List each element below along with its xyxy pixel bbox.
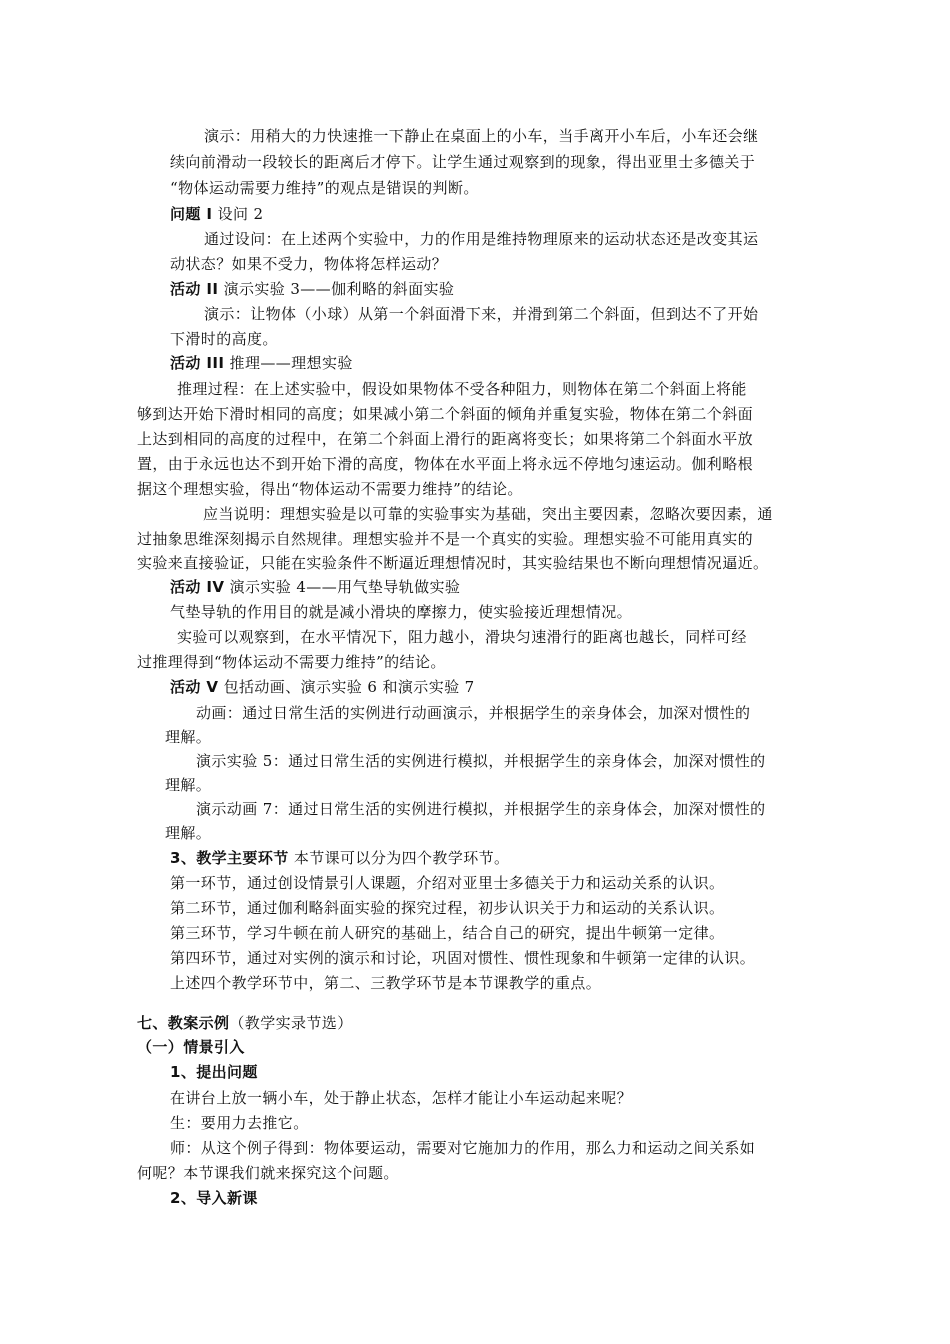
item1-heading: 1、提出问题 <box>170 1063 258 1081</box>
question1-label: 问题 I <box>170 205 213 223</box>
question1-line-2: 动状态？如果不受力，物体将怎样运动？ <box>170 255 448 273</box>
section3-line-3: 第三环节，学习牛顿在前人研究的基础上，结合自己的研究，提出牛顿第一定律。 <box>170 924 725 942</box>
item1-line-3: 师：从这个例子得到：物体要运动，需要对它施加力的作用，那么力和运动之间关系如 <box>170 1139 756 1157</box>
activity2-line-2: 下滑时的高度。 <box>170 330 278 348</box>
section3-line-2: 第二环节，通过伽利略斜面实验的探究过程，初步认识关于力和运动的关系认识。 <box>170 899 725 917</box>
demo1-line-1: 演示：用稍大的力快速推一下静止在桌面上的小车，当手离开小车后，小车还会继 <box>204 127 759 145</box>
section7-label: 七、教案示例 <box>137 1014 230 1032</box>
activity5-line-5: 演示动画 7：通过日常生活的实例进行模拟，并根据学生的亲身体会，加深对惯性的 <box>196 800 766 818</box>
section3-label: 3、教学主要环节 <box>170 849 289 867</box>
activity3-line-1: 推理过程：在上述实验中，假设如果物体不受各种阻力，则物体在第二个斜面上将能 <box>177 380 747 398</box>
demo1-line-3: “物体运动需要力维持”的观点是错误的判断。 <box>170 179 479 197</box>
activity4-label: 活动 IV <box>170 578 225 596</box>
note-line-3: 实验来直接验证，只能在实验条件不断逼近理想情况时，其实验结果也不断向理想情况逼近。 <box>137 554 769 572</box>
activity4-line-2: 实验可以观察到，在水平情况下，阻力越小，滑块匀速滑行的距离也越长，同样可经 <box>177 628 747 646</box>
activity5-title: 包括动画、演示实验 6 和演示实验 7 <box>223 678 475 696</box>
demo1-line-2: 续向前滑动一段较长的距离后才停下。让学生通过观察到的现象，得出亚里士多德关于 <box>170 153 756 171</box>
activity3-line-4: 置，由于永远也达不到开始下滑的高度，物体在水平面上将永远不停地匀速运动。伽利略根 <box>137 455 754 473</box>
activity5-line-3: 演示实验 5：通过日常生活的实例进行模拟，并根据学生的亲身体会，加深对惯性的 <box>196 752 766 770</box>
section7-heading <box>137 1013 353 1033</box>
activity5-heading <box>170 677 475 697</box>
section3-title: 本节课可以分为四个教学环节。 <box>293 849 510 867</box>
subsection1-heading: （一）情景引入 <box>137 1038 245 1056</box>
section3-line-5: 上述四个教学环节中，第二、三教学环节是本节课教学的重点。 <box>170 974 602 992</box>
question1-heading <box>170 204 264 224</box>
activity3-title: 推理——理想实验 <box>229 354 353 372</box>
question1-line-1: 通过设问：在上述两个实验中，力的作用是维持物理原来的运动状态还是改变其运 <box>204 230 759 248</box>
activity3-line-3: 上达到相同的高度的过程中，在第二个斜面上滑行的距离将变长；如果将第二个斜面水平放 <box>137 430 754 448</box>
question1-title: 设问 2 <box>217 205 264 223</box>
section3-heading <box>170 848 509 868</box>
activity4-line-3: 过推理得到“物体运动不需要力维持”的结论。 <box>137 653 446 671</box>
activity4-heading <box>170 577 460 597</box>
activity3-heading <box>170 353 353 373</box>
section7-title: （教学实录节选） <box>229 1014 353 1032</box>
activity3-line-5: 据这个理想实验，得出“物体运动不需要力维持”的结论。 <box>137 480 523 498</box>
item1-line-2: 生：要用力去推它。 <box>170 1114 309 1132</box>
item2-heading: 2、导入新课 <box>170 1189 258 1207</box>
activity5-line-1: 动画：通过日常生活的实例进行动画演示，并根据学生的亲身体会，加深对惯性的 <box>196 704 751 722</box>
activity5-label: 活动 V <box>170 678 219 696</box>
activity5-line-4: 理解。 <box>165 776 212 794</box>
activity2-label: 活动 II <box>170 280 219 298</box>
section3-line-4: 第四环节，通过对实例的演示和讨论，巩固对惯性、惯性现象和牛顿第一定律的认识。 <box>170 949 756 967</box>
activity2-line-1: 演示：让物体（小球）从第一个斜面滑下来，并滑到第二个斜面，但到达不了开始 <box>204 305 759 323</box>
item1-line-1: 在讲台上放一辆小车，处于静止状态，怎样才能让小车运动起来呢？ <box>170 1089 633 1107</box>
note-line-2: 过抽象思维深刻揭示自然规律。理想实验并不是一个真实的实验。理想实验不可能用真实的 <box>137 530 754 548</box>
section3-line-1: 第一环节，通过创设情景引人课题，介绍对亚里士多德关于力和运动关系的认识。 <box>170 874 725 892</box>
activity2-heading <box>170 279 454 299</box>
item1-line-4: 何呢？本节课我们就来探究这个问题。 <box>137 1164 399 1182</box>
activity5-line-6: 理解。 <box>165 824 212 842</box>
note-line-1: 应当说明：理想实验是以可靠的实验事实为基础，突出主要因素，忽略次要因素，通 <box>203 505 773 523</box>
activity3-line-2: 够到达开始下滑时相同的高度；如果减小第二个斜面的倾角并重复实验，物体在第二个斜面 <box>137 405 754 423</box>
activity2-title: 演示实验 3——伽利略的斜面实验 <box>223 280 455 298</box>
activity3-label: 活动 III <box>170 354 225 372</box>
activity4-line-1: 气垫导轨的作用目的就是减小滑块的摩擦力，使实验接近理想情况。 <box>170 603 633 621</box>
activity4-title: 演示实验 4——用气垫导轨做实验 <box>229 578 461 596</box>
activity5-line-2: 理解。 <box>165 728 212 746</box>
